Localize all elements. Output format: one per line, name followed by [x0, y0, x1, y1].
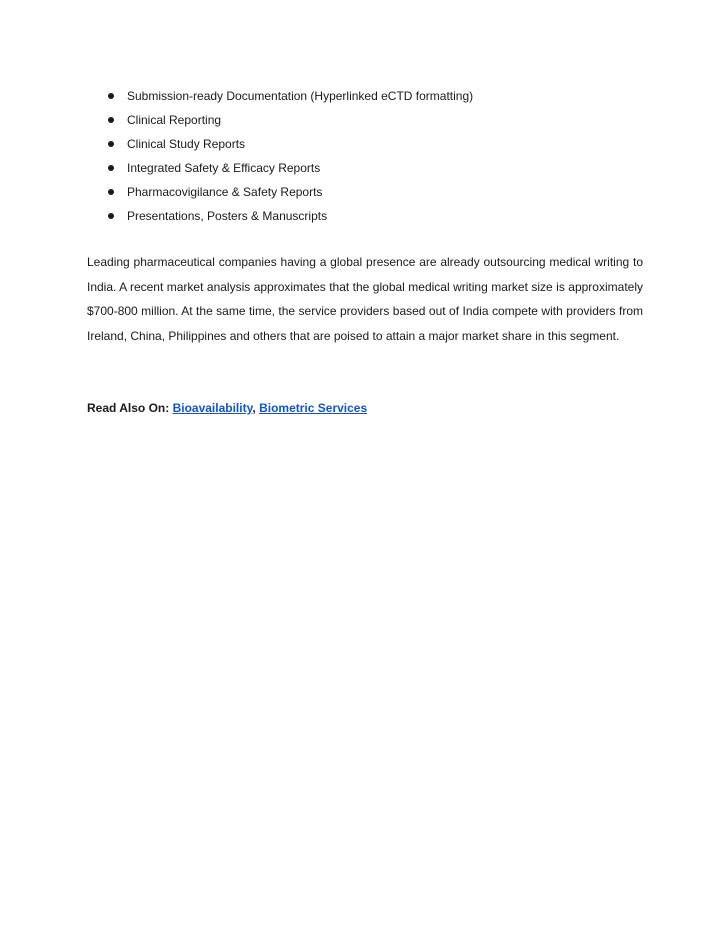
list-item-text: Presentations, Posters & Manuscripts — [127, 209, 328, 223]
bullet-icon — [108, 141, 114, 147]
link-separator: , — [252, 401, 256, 415]
list-item — [105, 84, 473, 108]
list-item — [105, 156, 473, 180]
list-item — [105, 204, 473, 228]
list-item-text: Submission-ready Documentation (Hyperlinked eCTD formatting) — [127, 89, 474, 103]
list-item-text: Pharmacovigilance & Safety Reports — [127, 185, 323, 199]
bullet-icon — [108, 165, 114, 171]
bullet-icon — [108, 117, 114, 123]
service-bullet-list — [105, 84, 473, 228]
list-item — [105, 108, 473, 132]
read-also-label: Read Also On: — [87, 401, 170, 415]
bullet-icon — [108, 189, 114, 195]
read-also-line — [87, 396, 367, 420]
list-item-text: Integrated Safety & Efficacy Reports — [127, 161, 321, 175]
list-item — [105, 180, 473, 204]
bullet-icon — [108, 213, 114, 219]
bioavailability-link[interactable]: Bioavailability — [172, 401, 253, 415]
list-item-text: Clinical Study Reports — [127, 137, 246, 151]
biometric-services-link[interactable]: Biometric Services — [259, 401, 368, 415]
body-paragraph: Leading pharmaceutical companies having a global presence are already outsourcing medical writing to India. A recent market analysis approximates that the global medical writing market size is approximately $700-800 million. At the same time, the service providers based out of India compete with providers from Ireland, China, Philippines and others that are poised to attain a major market share in this segment. — [87, 255, 643, 343]
list-item — [105, 132, 473, 156]
list-item-text: Clinical Reporting — [127, 113, 222, 127]
bullet-icon — [108, 93, 114, 99]
